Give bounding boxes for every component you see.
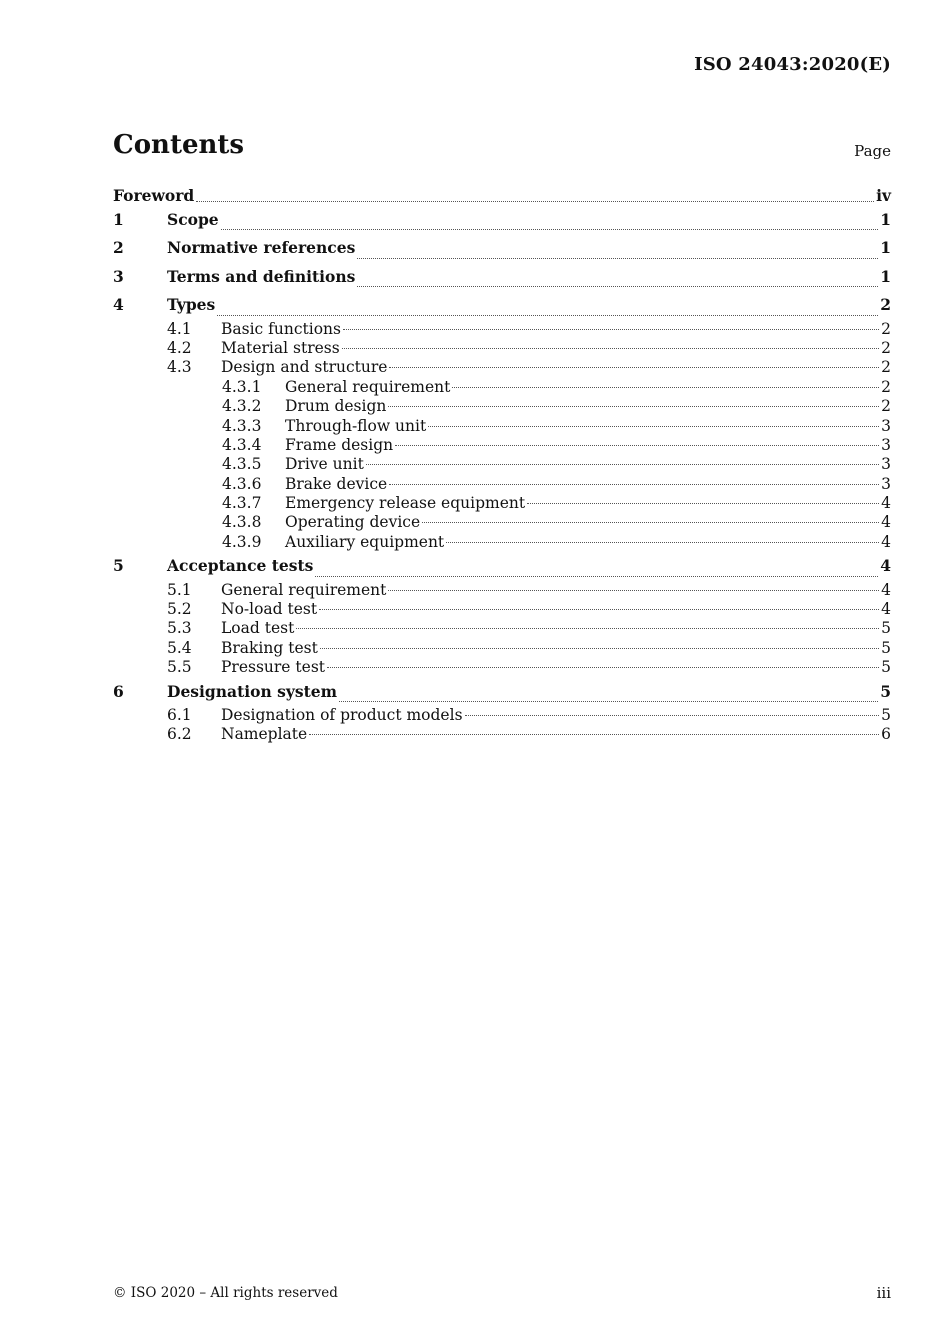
toc-entry-title: Types [167, 295, 216, 315]
toc-entry-page: 2 [881, 319, 891, 338]
toc-entry-page: 6 [881, 725, 891, 744]
toc-entry-title: General requirement [221, 580, 387, 599]
toc-entry-number: 4.3.1 [222, 377, 262, 396]
toc-entry-title: Brake device [285, 474, 388, 493]
toc-dot-leader [327, 667, 879, 668]
toc-entry-title: Braking test [221, 638, 318, 657]
toc-entry-title: Load test [221, 619, 295, 638]
toc-entry-page: 3 [881, 474, 891, 493]
toc-entry-title: Drum design [285, 397, 387, 416]
toc-entry-page: 1 [880, 209, 891, 229]
toc-dot-leader [343, 329, 879, 330]
toc-entry-number: 4.3.3 [222, 416, 262, 435]
toc-entry-title: Material stress [221, 338, 340, 357]
toc-entry[interactable] [113, 291, 891, 319]
toc-entry-number: 5.3 [167, 619, 192, 638]
toc-entry-page: 1 [880, 266, 891, 286]
toc-entry[interactable] [113, 581, 891, 600]
toc-entry[interactable] [113, 358, 891, 377]
toc-dot-leader [389, 367, 879, 368]
toc-entry[interactable] [113, 533, 891, 552]
toc-entry-page: 5 [881, 619, 891, 638]
toc-dot-leader [395, 445, 879, 446]
toc-entry-number: 5.4 [167, 638, 192, 657]
toc-entry-title: Terms and definitions [167, 266, 356, 286]
toc-entry-number: 5.2 [167, 600, 192, 619]
toc-entry-number: 4 [113, 295, 124, 315]
toc-entry[interactable] [113, 658, 891, 677]
toc-entry-page: 3 [881, 455, 891, 474]
toc-entry-number: 4.3.5 [222, 455, 262, 474]
toc-dot-leader [388, 590, 879, 591]
toc-entry-number: 3 [113, 266, 124, 286]
toc-dot-leader [319, 609, 879, 610]
toc-entry[interactable] [113, 397, 891, 416]
toc-entry-number: 5.5 [167, 658, 192, 677]
toc-dot-leader [339, 701, 878, 702]
toc-entry-title: Operating device [285, 513, 421, 532]
page-title: Contents [113, 130, 245, 160]
toc-entry[interactable] [113, 706, 891, 725]
toc-entry-page: 4 [881, 532, 891, 551]
toc-entry-page: 5 [881, 638, 891, 657]
toc-dot-leader [217, 315, 878, 316]
toc-dot-leader [221, 229, 879, 230]
toc-dot-leader [428, 426, 879, 427]
toc-entry-number: 4.3.8 [222, 513, 262, 532]
toc-entry-title: Scope [167, 209, 219, 229]
toc-entry-title: General requirement [285, 377, 451, 396]
toc-entry-title: Design and structure [221, 358, 388, 377]
toc-entry[interactable] [113, 206, 891, 234]
toc-entry-page: 3 [881, 416, 891, 435]
toc-entry-number: 4.3.7 [222, 494, 262, 513]
toc-entry-title: Designation of product models [221, 705, 463, 724]
toc-entry-title: Drive unit [285, 455, 364, 474]
toc-entry-page: 4 [880, 556, 891, 576]
toc-dot-leader [357, 286, 878, 287]
toc-entry-title: Auxiliary equipment [285, 532, 445, 551]
toc-entry-number: 6.1 [167, 705, 192, 724]
toc-entry-number: 6 [113, 681, 124, 701]
toc-entry-number: 4.3 [167, 358, 192, 377]
toc-entry-number: 4.3.4 [222, 435, 262, 454]
toc-entry-page: 2 [881, 377, 891, 396]
toc-entry-number: 6.2 [167, 725, 192, 744]
toc-entry-title: Acceptance tests [167, 556, 314, 576]
toc-entry-number: 1 [113, 209, 124, 229]
toc-entry-title: Through-flow unit [285, 416, 427, 435]
toc-entry-page: 2 [881, 358, 891, 377]
toc-dot-leader [196, 201, 874, 202]
toc-entry-page: 4 [881, 580, 891, 599]
toc-entry-page: 4 [881, 494, 891, 513]
toc-entry[interactable] [113, 494, 891, 513]
toc-entry[interactable] [113, 436, 891, 455]
toc-entry-title: Designation system [167, 681, 338, 701]
page-column-label: Page [854, 142, 891, 160]
toc-dot-leader [366, 464, 879, 465]
toc-entry-page: 5 [881, 658, 891, 677]
toc-entry[interactable] [113, 619, 891, 638]
toc-entry-number: 2 [113, 238, 124, 258]
toc-entry-page: 1 [880, 238, 891, 258]
toc-entry[interactable] [113, 320, 891, 339]
toc-entry-title: Basic functions [221, 319, 341, 338]
toc-entry[interactable] [113, 552, 891, 580]
toc-entry[interactable] [113, 725, 891, 744]
toc-entry-title: Pressure test [221, 658, 325, 677]
toc-entry[interactable] [113, 639, 891, 658]
toc-dot-leader [389, 484, 879, 485]
toc-entry[interactable] [113, 513, 891, 532]
toc-entry-page: iv [876, 186, 891, 205]
toc-dot-leader [342, 348, 879, 349]
toc-entry-page: 4 [881, 513, 891, 532]
toc-entry[interactable] [113, 234, 891, 262]
toc-entry-page: 2 [881, 397, 891, 416]
toc-entry-number: 4.1 [167, 319, 192, 338]
toc-entry-page: 5 [881, 705, 891, 724]
toc-entry-number: 4.2 [167, 338, 192, 357]
toc-entry[interactable] [113, 455, 891, 474]
toc-entry-title: Foreword [113, 186, 195, 205]
footer-page-number: iii [876, 1284, 891, 1302]
toc-entry[interactable] [113, 600, 891, 619]
toc-entry-page: 2 [881, 338, 891, 357]
toc-dot-leader [296, 628, 879, 629]
toc-dot-leader [452, 387, 879, 388]
toc-entry-title: Normative references [167, 238, 356, 258]
toc-entry-number: 5 [113, 556, 124, 576]
toc-entry-number: 5.1 [167, 580, 192, 599]
toc-entry-title: Emergency release equipment [285, 494, 526, 513]
toc-dot-leader [465, 715, 879, 716]
toc-dot-leader [309, 734, 879, 735]
toc-entry[interactable] [113, 417, 891, 436]
toc-dot-leader [315, 576, 878, 577]
toc-entry-page: 4 [881, 600, 891, 619]
toc-entry-title: No-load test [221, 600, 318, 619]
toc-dot-leader [357, 258, 878, 259]
toc-dot-leader [422, 522, 879, 523]
toc-dot-leader [446, 542, 879, 543]
toc-entry-number: 4.3.6 [222, 474, 262, 493]
toc-entry[interactable] [113, 378, 891, 397]
toc-entry[interactable] [113, 339, 891, 358]
toc-entry[interactable] [113, 263, 891, 291]
toc-entry[interactable] [113, 475, 891, 494]
toc-dot-leader [388, 406, 879, 407]
toc-entry-page: 3 [881, 435, 891, 454]
toc-dot-leader [527, 503, 879, 504]
toc-entry-number: 4.3.9 [222, 532, 262, 551]
toc-entry-title: Nameplate [221, 725, 308, 744]
toc-entry-number: 4.3.2 [222, 397, 262, 416]
footer-copyright: © ISO 2020 – All rights reserved [113, 1285, 338, 1301]
toc-entry-title: Frame design [285, 435, 394, 454]
toc-dot-leader [320, 648, 879, 649]
toc-entry[interactable] [113, 678, 891, 706]
toc-entry-page: 5 [880, 681, 891, 701]
table-of-contents [113, 186, 891, 745]
document-id: ISO 24043:2020(E) [694, 54, 891, 75]
toc-entry-page: 2 [880, 295, 891, 315]
toc-entry[interactable] [113, 186, 891, 206]
